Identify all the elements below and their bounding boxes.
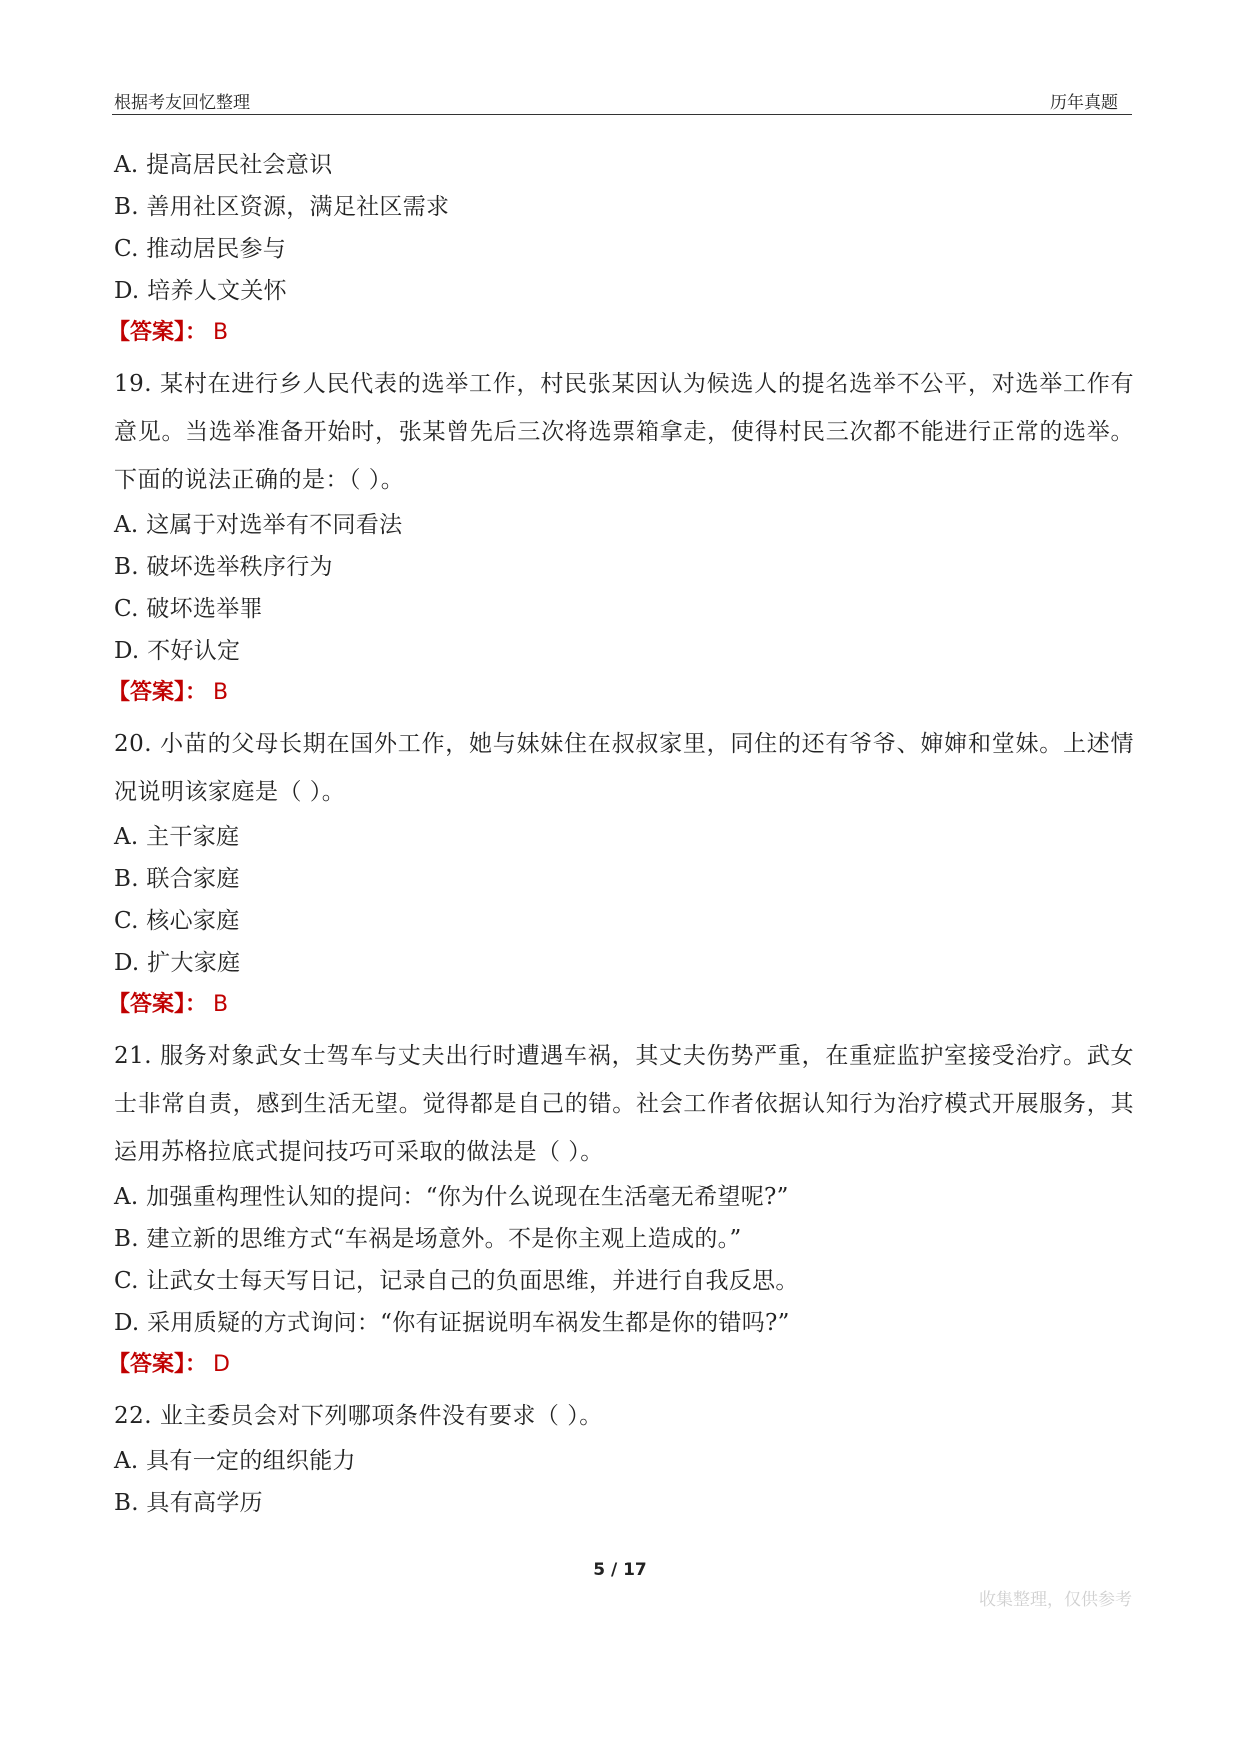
answer-option: A. 主干家庭 — [114, 824, 240, 850]
answer-option: A. 具有一定的组织能力 — [114, 1448, 356, 1474]
question-stem: 19. 某村在进行乡人民代表的选举工作，村民张某因认为候选人的提名选举不公平，对选举工作有意见。当选举准备开始时，张某曾先后三次将选票箱拿走，使得村民三次都不能进行正常的选举。下面的说法正确的是：（ ）。 — [114, 371, 1134, 493]
answer-option: B. 联合家庭 — [114, 866, 240, 892]
answer-line — [108, 1344, 1134, 1386]
answer-value: B — [213, 992, 229, 1017]
answer-option: B. 具有高学历 — [114, 1490, 263, 1516]
answer-option: D. 扩大家庭 — [114, 950, 241, 976]
header-left-text: 根据考友回忆整理 — [114, 93, 250, 113]
answer-option: B. 建立新的思维方式“车祸是场意外。不是你主观上造成的。” — [114, 1226, 742, 1252]
answer-value: D — [213, 1352, 230, 1377]
answer-option: A. 加强重构理性认知的提问：“你为什么说现在生活毫无希望呢?” — [114, 1184, 789, 1210]
answer-label: 【答案】： — [108, 680, 208, 705]
answer-option: C. 推动居民参与 — [114, 236, 287, 262]
answer-label: 【答案】： — [108, 992, 208, 1017]
answer-value: B — [213, 320, 229, 345]
answer-option: C. 让武女士每天写日记，记录自己的负面思维，并进行自我反思。 — [114, 1268, 799, 1294]
page-header — [112, 84, 1132, 115]
answer-option: A. 提高居民社会意识 — [114, 152, 333, 178]
answer-label: 【答案】： — [108, 320, 208, 345]
header-right-text: 历年真题 — [1050, 93, 1118, 113]
answer-option: D. 培养人文关怀 — [114, 278, 287, 304]
document-body — [108, 144, 1134, 1524]
page-number: 5 / 17 — [593, 1560, 647, 1580]
question-stem: 20. 小苗的父母长期在国外工作，她与妹妹住在叔叔家里，同住的还有爷爷、婶婶和堂妹。上述情况说明该家庭是（ ）。 — [114, 731, 1134, 805]
watermark-text: 收集整理，仅供参考 — [979, 1590, 1132, 1610]
answer-option: B. 破坏选举秩序行为 — [114, 554, 333, 580]
answer-label: 【答案】： — [108, 1352, 208, 1377]
answer-line — [108, 984, 1134, 1026]
question-stem: 21. 服务对象武女士驾车与丈夫出行时遭遇车祸，其丈夫伤势严重，在重症监护室接受治疗。武女士非常自责，感到生活无望。觉得都是自己的错。社会工作者依据认知行为治疗模式开展服务，其运用苏格拉底式提问技巧可采取的做法是（ ）。 — [114, 1043, 1134, 1165]
answer-option: B. 善用社区资源，满足社区需求 — [114, 194, 450, 220]
answer-option: D. 采用质疑的方式询问：“你有证据说明车祸发生都是你的错吗?” — [114, 1310, 790, 1336]
answer-line — [108, 312, 1134, 354]
answer-option: A. 这属于对选举有不同看法 — [114, 512, 403, 538]
answer-option: C. 破坏选举罪 — [114, 596, 263, 622]
answer-value: B — [213, 680, 229, 705]
question-stem: 22. 业主委员会对下列哪项条件没有要求（ ）。 — [114, 1403, 603, 1429]
answer-option: C. 核心家庭 — [114, 908, 240, 934]
answer-option: D. 不好认定 — [114, 638, 241, 664]
answer-line — [108, 672, 1134, 714]
